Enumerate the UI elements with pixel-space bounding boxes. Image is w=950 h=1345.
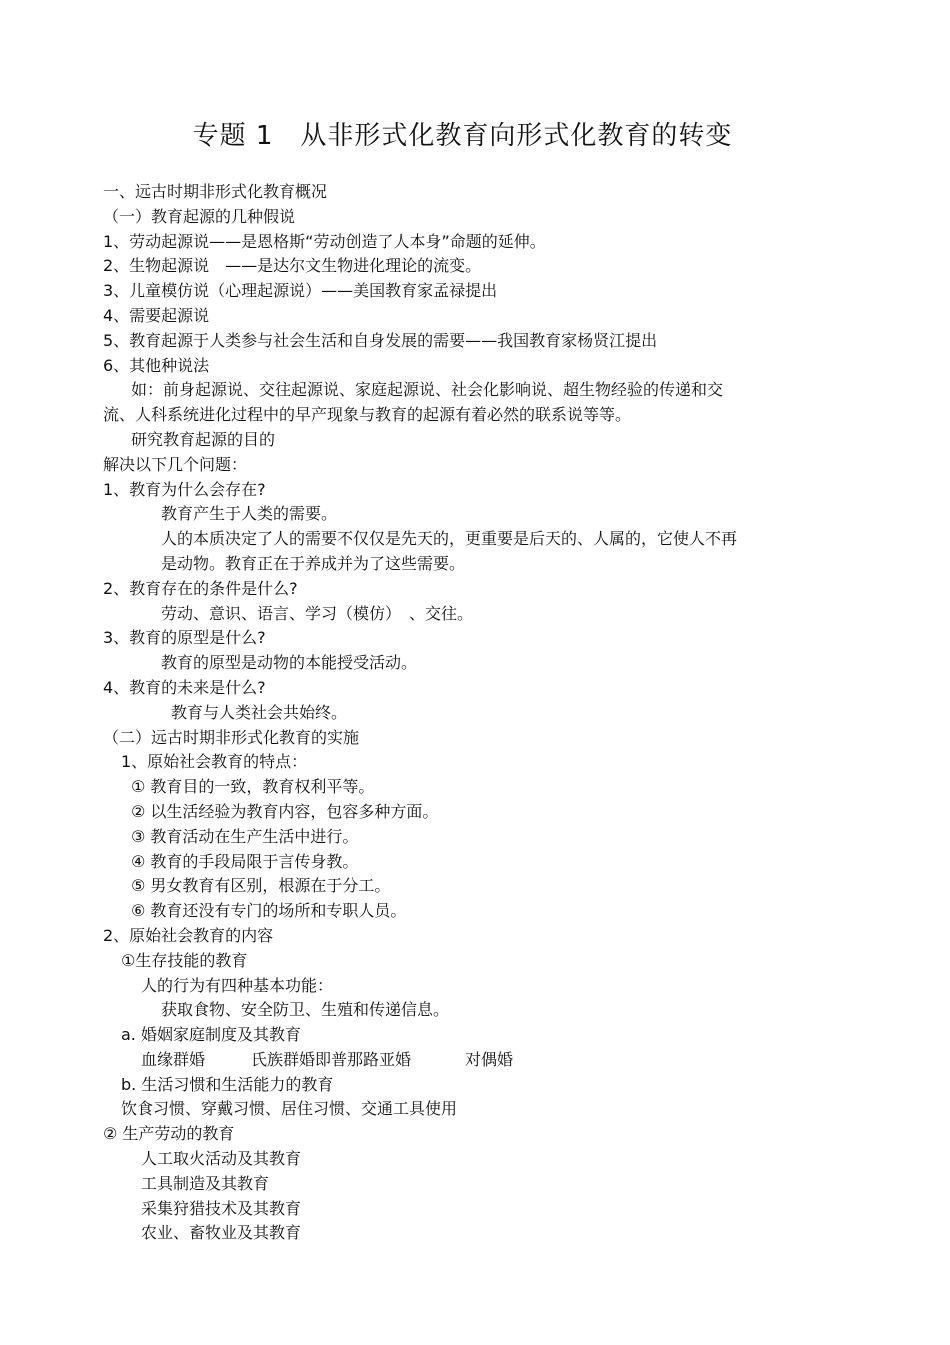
marriage-form: 血缘群婚 (141, 1049, 206, 1069)
hypothesis-line: 2、生物起源说 ——是达尔文生物进化理论的流变。 (103, 256, 482, 276)
paragraph-line: 饮食习惯、穿戴习惯、居住习惯、交通工具使用 (121, 1099, 458, 1119)
answer-line: 教育的原型是动物的本能授受活动。 (161, 653, 418, 673)
document-title: 专题 1 从非形式化教育向形式化教育的转变 (192, 121, 733, 151)
paragraph-line: 获取食物、安全防卫、生殖和传递信息。 (161, 1000, 450, 1020)
question-line: 1、教育为什么会存在? (103, 479, 266, 499)
question-line: 4、教育的未来是什么? (103, 677, 266, 697)
answer-line: 是动物。教育正在于养成并为了这些需要。 (161, 553, 466, 573)
marriage-form: 对偶婚 (465, 1049, 514, 1069)
list-item: a. 婚姻家庭制度及其教育 (121, 1025, 301, 1045)
sub-item: 采集狩猎技术及其教育 (141, 1198, 302, 1218)
marriage-form: 氏族群婚即普那路亚婚 (251, 1049, 412, 1069)
list-item: ④ 教育的手段局限于言传身教。 (131, 851, 359, 871)
list-item: ⑤ 男女教育有区别，根源在于分工。 (131, 876, 391, 896)
answer-line: 教育产生于人类的需要。 (161, 504, 338, 524)
list-item: ⑥ 教育还没有专门的场所和专职人员。 (131, 901, 407, 921)
list-heading: 2、原始社会教育的内容 (103, 925, 274, 945)
marriage-forms-line (103, 1048, 823, 1073)
paragraph-line: 如：前身起源说、交往起源说、家庭起源说、社会化影响说、超生物经验的传递和交 (131, 380, 724, 400)
sub-item: 农业、畜牧业及其教育 (141, 1223, 302, 1243)
document-body (103, 180, 823, 1246)
list-item: ① 教育目的一致，教育权利平等。 (131, 777, 375, 797)
section-heading-1: 一、远古时期非形式化教育概况 (103, 182, 328, 201)
question-line: 2、教育存在的条件是什么? (103, 578, 298, 598)
sub-item: 工具制造及其教育 (141, 1173, 270, 1193)
paragraph-line: 解决以下几个问题： (103, 454, 248, 474)
answer-line: 劳动、意识、语言、学习（模仿） 、交往。 (161, 603, 474, 623)
hypothesis-line: 6、其他种说法 (103, 355, 210, 375)
list-item: ①生存技能的教育 (121, 950, 248, 970)
hypothesis-line: 1、劳动起源说——是恩格斯“劳动创造了人本身”命题的延伸。 (103, 231, 546, 251)
list-heading: 1、原始社会教育的特点： (121, 752, 308, 772)
paragraph-line: 研究教育起源的目的 (131, 429, 276, 449)
answer-line: 人的本质决定了人的需要不仅仅是先天的，更重要是后天的、人属的，它使人不再 (161, 529, 738, 549)
answer-line: 教育与人类社会共始终。 (171, 702, 348, 722)
list-item: ② 生产劳动的教育 (103, 1124, 235, 1144)
list-item: b. 生活习惯和生活能力的教育 (121, 1074, 334, 1094)
list-item: ② 以生活经验为教育内容，包容多种方面。 (131, 801, 439, 821)
sub-item: 人工取火活动及其教育 (141, 1149, 302, 1169)
list-item: ③ 教育活动在生产生活中进行。 (131, 826, 359, 846)
paragraph-line: 人的行为有四种基本功能： (141, 975, 334, 995)
subsection-heading-implementation: （二）远古时期非形式化教育的实施 (103, 727, 360, 747)
hypothesis-line: 3、儿童模仿说（心理起源说）——美国教育家孟禄提出 (103, 281, 498, 301)
subsection-heading-origin-hypotheses: （一）教育起源的几种假说 (103, 206, 296, 226)
question-line: 3、教育的原型是什么? (103, 628, 266, 648)
hypothesis-line: 4、需要起源说 (103, 305, 210, 325)
hypothesis-line: 5、教育起源于人类参与社会生活和自身发展的需要——我国教育家杨贤江提出 (103, 330, 658, 350)
paragraph-line: 流、人科系统进化过程中的早产现象与教育的起源有着必然的联系说等等。 (103, 405, 632, 425)
